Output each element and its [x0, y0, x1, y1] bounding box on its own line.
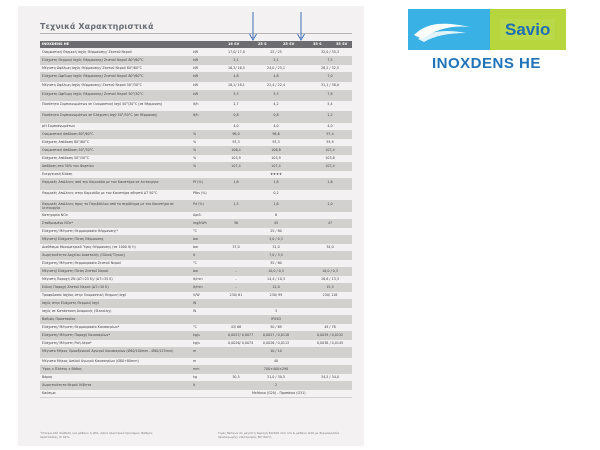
row-unit: lt: [193, 383, 196, 388]
row-unit: kW: [193, 66, 199, 71]
row-value-25: 0,0027 / 0,0118: [262, 333, 290, 338]
row-value-16: 230/ 61: [229, 293, 243, 298]
row-value-25: 5,3: [273, 92, 279, 97]
row-unit: °C: [193, 261, 197, 266]
table-row: [40, 49, 352, 57]
row-value-25: 25 / 25: [270, 50, 282, 55]
row-value-16: 18,1/ 18,1: [228, 83, 245, 88]
row-label: Χωρητικότητα Νερού Λέβητα: [42, 382, 92, 387]
row-unit: °C: [193, 229, 197, 234]
row-value-16: 4,0: [233, 124, 239, 129]
row-value-25: ★★★★: [270, 172, 282, 177]
row-label: Μέγιστη Ωφέλιμη Ισχύς Θέρμανσης/ Ζεστού Νερού 50°/30°C: [42, 82, 142, 87]
row-label: Απόδοση στο 30% του Φορτίου: [42, 163, 94, 168]
row-value-25: 12,0: [272, 285, 280, 290]
table-row: [40, 366, 352, 374]
row-label: Ισχύς στην Ελάχιστη Θερμική Ισχύ: [42, 300, 99, 305]
table-row: [40, 112, 352, 123]
table-row: [40, 163, 352, 171]
row-label: Ελάχιστη/ Μέγιστη Ροή Αέρα*: [42, 340, 92, 345]
row-value-25: 1,6: [273, 202, 279, 207]
table-row: [40, 73, 352, 82]
row-value-35: 32,0 / 35,3: [321, 50, 339, 55]
row-value-16: 2,7: [233, 102, 239, 107]
row-label: Μέγιστη/ Ελάχιστη Πίεση Ζεστού Νερού: [42, 268, 109, 273]
row-unit: kW: [193, 83, 199, 88]
row-label: Βαθμός Προστασίας: [42, 316, 76, 321]
row-label: pH Συμπυκνωμάτων: [42, 123, 76, 128]
row-value-25: 4,0: [273, 124, 279, 129]
row-value-35: 18,6 / 13,3: [321, 277, 339, 282]
row-value-35: 0,0039 / 0,0152: [316, 333, 344, 338]
table-row: [40, 260, 352, 268]
row-value-16: 103,9: [231, 156, 241, 161]
row-unit: m: [193, 349, 197, 354]
row-value-25: 14,4 / 10,3: [267, 277, 285, 282]
row-value-35: 15,5: [326, 285, 334, 290]
product-name: INOXDENS HE: [432, 55, 541, 72]
row-label: Ποσότητα Συμπυκνωμάτων σε Ονομαστική Ισχύ 50°/30°C (σε θέρμανση): [42, 101, 162, 106]
table-row: [40, 139, 352, 147]
table-row: [40, 212, 352, 220]
row-unit: lt/h: [193, 113, 199, 118]
footnote-left: Ύστερα από διάθεση για μέθανο ή LPG. Αλλα ηλεκτρικά προνόμια. Βαθμός προστασίας IX 42%.: [40, 431, 153, 439]
row-unit: kg/s: [193, 333, 200, 338]
row-value-35: 7,5: [327, 58, 333, 63]
table-row: [40, 171, 352, 179]
row-value-25: 35 / 60: [270, 261, 282, 266]
row-label: Μέγιστο Μήκος Ομοαξονικού Αγωγού Καυσαερίων (Ø60/100mm - Ø80/125mm): [42, 348, 174, 353]
sheet-title: Τεχνικά Χαρακτηριστικά: [40, 22, 154, 31]
row-value-35: 4,0: [327, 124, 333, 129]
row-label: Ποσότητα Συμπυκνωμάτων σε Ελάχιστη Ισχύ 50°/30°C (σε θέρμανση): [42, 112, 158, 117]
row-label: Ονομαστική Απόδοση 80°/60°C: [42, 131, 94, 136]
table-row: [40, 91, 352, 101]
row-value-35: 34,5 / 34,0: [321, 375, 339, 380]
table-row: [40, 57, 352, 65]
row-unit: Pd (%): [193, 202, 204, 207]
row-label: Θερμικές Απώλειες από την Καμινάδα με τον Καυστήρα σε λειτουργία: [42, 179, 159, 184]
table-row: [40, 155, 352, 163]
brand-name: Savio: [500, 19, 555, 40]
row-value-25: 31,0 / 30,5: [267, 375, 285, 380]
row-unit: bar: [193, 269, 199, 274]
row-value-25: 31,0: [272, 245, 280, 250]
table-row: [40, 268, 352, 276]
row-unit: Pf (%): [193, 180, 203, 185]
row-unit: %: [193, 132, 197, 137]
row-label: Ελάχιστη Απόδοση 50°/30°C: [42, 155, 90, 160]
header-col: 25 SV: [283, 42, 295, 47]
table-row: [40, 316, 352, 324]
row-label: Ειδική Παροχή Ζεστού Νερού (ΔT=30 K): [42, 284, 109, 289]
row-unit: bar: [193, 237, 199, 242]
header-col: 35 SV: [336, 42, 348, 47]
row-value-16: 30,5: [232, 375, 240, 380]
row-label: Ελάχιστη/ Μέγιστη Παροχή Καυσαερίων*: [42, 332, 111, 337]
header-col: 25 S: [258, 42, 267, 47]
table-row: [40, 131, 352, 139]
row-value-16: 0,8: [233, 113, 239, 118]
row-value-16: 96,0: [232, 132, 240, 137]
table-row: [40, 244, 352, 252]
row-value-35: 47: [327, 221, 333, 226]
row-value-25: 700×400×290: [263, 367, 289, 372]
row-value-25: 93,3: [272, 140, 280, 145]
row-value-16: 43/ 68: [230, 325, 242, 330]
row-label: Ονομαστική Απόδοση 50°/30°C: [42, 147, 94, 152]
row-label: Ελάχιστη Θερμική Ισχύς Θέρμανσης/ Ζεστού Νερού 80°/60°C: [42, 57, 144, 62]
row-unit: kW: [193, 50, 199, 55]
row-value-25: 4,8: [273, 74, 279, 79]
wing-icon: [412, 17, 472, 43]
spec-sheet: [18, 6, 364, 446]
table-row: [40, 348, 352, 358]
row-unit: W: [193, 309, 197, 314]
row-value-16: 0,0026/ 0,0074: [228, 341, 254, 346]
header-col: 16 SV: [228, 42, 240, 47]
table-row: [40, 179, 352, 190]
row-value-35: 10,0 / 0,3: [322, 269, 338, 274]
row-value-16: 1,5: [233, 202, 239, 207]
row-value-35: 107,4: [325, 148, 335, 153]
row-label: Θερμικές Απώλειες προς το Περιβάλλον από το περίβλημα με τον Καυστήρα σε λειτουργία: [42, 201, 174, 210]
row-value-25: IPX5D: [271, 317, 281, 322]
row-value-25: 40: [273, 359, 279, 364]
table-row: [40, 284, 352, 292]
row-unit: lt/h: [193, 102, 199, 107]
row-value-25: 230/ 99: [269, 293, 283, 298]
row-value-25: 0,0026 / 0,0113: [262, 341, 290, 346]
table-row: [40, 340, 352, 348]
row-value-16: 17,0/ 17,0: [228, 50, 245, 55]
table-row: [40, 382, 352, 390]
row-value-35: 5,4: [327, 102, 333, 107]
row-unit: kW: [193, 92, 199, 97]
row-value-35: 1,2: [327, 113, 333, 118]
table-row: [40, 65, 352, 73]
row-value-25: 25 / 80: [270, 229, 282, 234]
row-label: Ελάχιστη/ Μέγιστη Θερμοκρασία Θέρμανσης*: [42, 228, 119, 233]
table-row: [40, 324, 352, 332]
row-value-25: 1,8: [273, 180, 279, 185]
table-row: [40, 276, 352, 284]
row-value-35: 49 / 78: [324, 325, 336, 330]
row-unit: %: [193, 164, 197, 169]
row-value-16: 106,4: [231, 148, 241, 153]
row-value-16: 36: [233, 221, 239, 226]
row-label: Τροφοδοσία Ισχύος στην Ονομαστική Θερμική Ισχύ: [42, 292, 127, 297]
row-unit: lt/min: [193, 285, 203, 290]
row-value-16: 16,3/ 16,5: [228, 66, 245, 71]
table-row: [40, 201, 352, 212]
row-value-16: –: [235, 269, 237, 274]
row-value-25: 22,4 / 22,4: [267, 83, 285, 88]
table-row: [40, 82, 352, 91]
row-label: Διαθέσιμο Μανομετρικό Ύψος Θέρμανσης (σε 1000 lt/ h): [42, 244, 136, 249]
row-unit: kg: [193, 375, 198, 380]
row-unit: mm: [193, 367, 200, 372]
row-label: Ελάχιστη/ Μέγιστη Θερμοκρασία Ζεστού Νερού: [42, 260, 122, 265]
row-value-16: 4,8: [233, 74, 239, 79]
row-value-16: 107,4: [231, 164, 241, 169]
row-unit: kg/s: [193, 341, 200, 346]
row-unit: bar: [193, 245, 199, 250]
row-unit: m: [193, 359, 197, 364]
row-label: Ονομαστική Θερμική Ισχύς Θέρμανσης/ Ζεστού Νερού: [42, 49, 132, 54]
arrow-down-icon: [296, 12, 306, 42]
row-value-25: 96,6: [272, 132, 280, 137]
row-unit: %: [193, 140, 197, 145]
row-value-16: –: [235, 277, 237, 282]
row-value-35: 107,4: [325, 164, 335, 169]
row-unit: Αριθ.: [193, 213, 202, 218]
row-value-35: 34,0: [326, 245, 334, 250]
row-label: Ενεργειακή Κλάση: [42, 171, 73, 176]
row-value-35: 0,0038 / 0,0145: [316, 341, 344, 346]
row-unit: %: [193, 148, 197, 153]
row-value-35: 93,9: [326, 140, 334, 145]
row-value-35: 1,0: [327, 202, 333, 207]
row-value-16: 5,1: [233, 58, 239, 63]
row-unit: V/W: [193, 293, 200, 298]
row-value-25: 10,0 / 0,3: [268, 269, 284, 274]
row-value-25: 50 / 69: [270, 325, 282, 330]
table-row: [40, 292, 352, 300]
row-label: Μέγιστη/ Ελάχιστη Πίεση Θέρμανσης: [42, 236, 104, 241]
table-row: [40, 374, 352, 382]
row-value-25: 4,2: [273, 102, 279, 107]
header-col: 35 S: [313, 42, 322, 47]
row-label: Καύσιμο: [42, 390, 56, 395]
brand-logo: [408, 9, 566, 50]
row-label: Μέγιστο Μήκος Διπλού Αγωγού Καυσαερίων (Ø80+80mm): [42, 358, 139, 363]
row-value-25: 5,1: [273, 58, 279, 63]
table-row: [40, 332, 352, 340]
row-value-25: 2: [274, 383, 278, 388]
row-label: Χωρητικότητα Δοχείου Διαστολής (Οδικό/ Όγκος): [42, 252, 126, 257]
row-label: Σταθμισμένο NOx*: [42, 220, 74, 225]
table-row: [40, 123, 352, 131]
row-label: Ύψος x Πλάτος x Βάθος: [42, 366, 82, 371]
row-unit: °C: [193, 325, 197, 330]
table-row: [40, 190, 352, 201]
row-value-25: 0,8: [273, 113, 279, 118]
row-value-25: 107,4: [271, 164, 281, 169]
table-header: [40, 41, 352, 48]
row-label: Ισχύς σε Κατάσταση Αναμονής (Stand-by): [42, 308, 112, 313]
row-value-35: 7,0: [327, 74, 333, 79]
table-row: [40, 358, 352, 366]
row-label: Ελάχιστη Ωφέλιμη Ισχύς Θέρμανσης/ Ζεστού Νερού 50°/30°C: [42, 91, 144, 96]
arrow-down-icon: [248, 12, 258, 42]
row-value-25: 3,0 / 0,3: [269, 237, 283, 242]
row-label: Μέγιστη Ωφέλιμη Ισχύς Θέρμανσης/ Ζεστού Νερού 80°/60°C: [42, 65, 142, 70]
row-value-16: 37,0: [232, 245, 240, 250]
table-row: [40, 220, 352, 228]
table-row: [40, 228, 352, 236]
row-unit: kW: [193, 58, 199, 63]
row-value-25: 3: [274, 309, 278, 314]
table-row: [40, 300, 352, 308]
row-label: Ελάχιστη/ Μέγιστη Θερμοκρασία Καυσαερίων*: [42, 324, 120, 329]
row-unit: %: [193, 156, 197, 161]
row-label: Ελάχιστη Απόδοση 80°/60°C: [42, 139, 90, 144]
table-row: [40, 390, 352, 398]
table-row: [40, 236, 352, 244]
row-value-25: 103,9: [271, 156, 281, 161]
row-label: Μέγιστη Παροχή ΖΝ (ΔT=25 K)/ (ΔT=35 K): [42, 276, 113, 281]
row-unit: kW: [193, 74, 199, 79]
row-value-35: 103,8: [325, 156, 335, 161]
row-value-35: 31,1 / 38,0: [321, 83, 339, 88]
row-value-35: 1,6: [327, 180, 333, 185]
row-unit: W: [193, 301, 197, 306]
row-value-16: 5,3: [233, 92, 239, 97]
row-value-25: 106,8: [271, 148, 281, 153]
row-value-25: 0,2: [273, 191, 279, 196]
row-value-35: 7,8: [327, 92, 333, 97]
row-value-25: 10 / 10: [270, 349, 282, 354]
row-value-25: 6: [274, 213, 278, 218]
row-value-25: Μεθάνιο (G20) - Προπάνιο (G31): [252, 391, 306, 396]
row-unit: mg/kWh: [193, 221, 207, 226]
row-value-25: 7,0 / 3,5: [269, 253, 283, 258]
row-label: Θερμικές Απώλειες στην Καμινάδα με τον Καυστήρα σβηστό ΔT 50°C: [42, 190, 158, 195]
row-unit: lt: [193, 253, 196, 258]
table-row: [40, 308, 352, 316]
table-row: [40, 147, 352, 155]
row-unit: Pfbs (%): [193, 191, 207, 196]
row-unit: lt/min: [193, 277, 203, 282]
table-row: [40, 252, 352, 260]
table-row: [40, 101, 352, 112]
row-label: Ελάχιστη Ωφέλιμη Ισχύς Θέρμανσης/ Ζεστού Νερού 80°/60°C: [42, 73, 144, 78]
row-label: Κατηγορία NOx: [42, 212, 68, 217]
row-value-16: 1,6: [233, 180, 239, 185]
row-value-25: 24,0 / 25,1: [267, 66, 285, 71]
spec-table: [40, 49, 352, 398]
row-value-16: 93,3: [232, 140, 240, 145]
row-value-16: 0,0027/ 0,0077: [228, 333, 254, 338]
header-model: INOXDENS HE: [42, 42, 70, 47]
row-value-25: 45: [273, 221, 279, 226]
row-value-35: 28,2 / 32,5: [321, 66, 339, 71]
row-label: Βάρος: [42, 374, 53, 379]
footnote-right: Τιμές θέσεων σε μέγιστη παροχή 60/100 mm 1m & μέθανο G20 με θερμοκρασία προσαγωγής/ επιστροφής 80°/60°C.: [218, 431, 340, 439]
row-value-16: –: [235, 285, 237, 290]
row-value-35: 97,4: [326, 132, 334, 137]
row-value-35: 230/ 118: [322, 293, 338, 298]
